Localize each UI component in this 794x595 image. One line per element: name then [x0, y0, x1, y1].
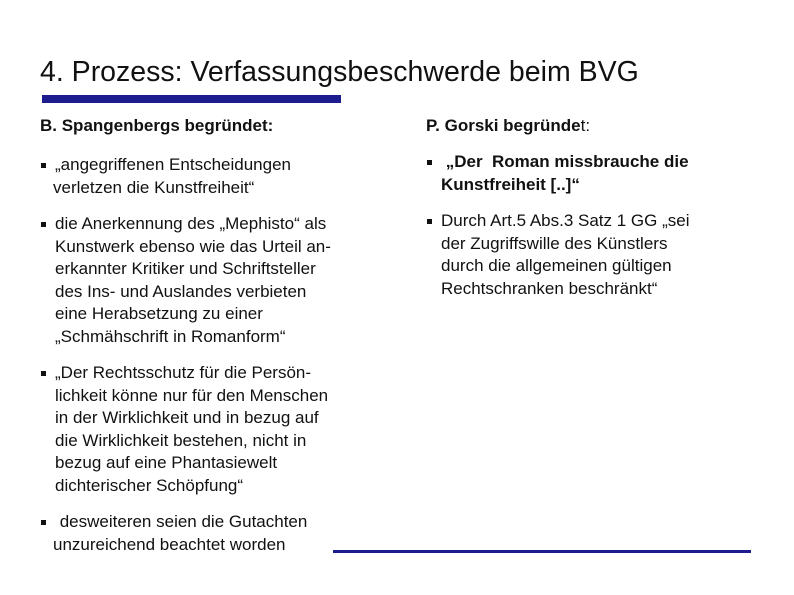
text-line: „Der Rechtsschutz für die Persön-: [55, 363, 312, 382]
text-line: durch die allgemeinen gültigen: [441, 256, 672, 275]
text-line: des Ins- und Auslandes verbieten: [55, 281, 307, 301]
left-heading: B. Spangenbergs begründet:: [40, 116, 274, 135]
text-line: der Zugriffswille des Künstlers: [441, 233, 668, 253]
right-heading-tail: t:: [580, 116, 591, 135]
text-line: „angegriffenen Entscheidungen: [55, 155, 291, 174]
text-line: Durch Art.5 Abs.3 Satz 1 GG „sei: [441, 211, 690, 230]
text-line: Kunstfreiheit [..]“: [441, 174, 580, 194]
bullet-icon: [427, 160, 432, 165]
slide-title: 4. Prozess: Verfassungsbeschwerde beim BVG: [40, 56, 639, 88]
left-bullet-3: [40, 362, 390, 497]
text-line: die Wirklichkeit bestehen, nicht in: [55, 430, 307, 450]
bullet-icon: [41, 163, 46, 168]
text-line: „Der Roman missbrauche die: [441, 152, 689, 171]
footer-rule: [333, 550, 751, 553]
text-line: bezug auf eine Phantasiewelt: [55, 453, 278, 472]
bullet-icon: [41, 520, 46, 525]
right-bullet-2: [426, 210, 756, 300]
right-bullet-1: [426, 151, 756, 196]
text-line: erkannter Kritiker und Schriftsteller: [55, 259, 316, 278]
left-bullet-2: [40, 213, 390, 348]
text-line: dichterischer Schöpfung“: [55, 475, 244, 495]
bullet-icon: [41, 371, 46, 376]
left-column: [40, 114, 390, 556]
right-heading: [426, 115, 756, 137]
text-line: in der Wirklichkeit und in bezug auf: [55, 408, 319, 427]
text-line: Kunstwerk ebenso wie das Urteil an-: [55, 236, 331, 256]
text-line: eine Herabsetzung zu einer: [55, 304, 263, 323]
text-line: verletzen die Kunstfreiheit“: [53, 177, 255, 197]
text-line: lichkeit könne nur für den Menschen: [55, 385, 329, 405]
text-line: die Anerkennung des „Mephisto“ als: [55, 214, 327, 233]
text-line: Rechtschranken beschränkt“: [441, 278, 658, 298]
bullet-icon: [41, 222, 46, 227]
title-underline: [42, 95, 341, 103]
text-line: unzureichend beachtet worden: [53, 534, 286, 554]
right-heading-bold: P. Gorski begründe: [426, 116, 581, 135]
text-line: desweiteren seien die Gutachten: [55, 512, 308, 531]
text-line: „Schmähschrift in Romanform“: [55, 326, 286, 346]
right-column: [426, 114, 756, 300]
left-bullet-1: [40, 154, 390, 199]
bullet-icon: [427, 219, 432, 224]
